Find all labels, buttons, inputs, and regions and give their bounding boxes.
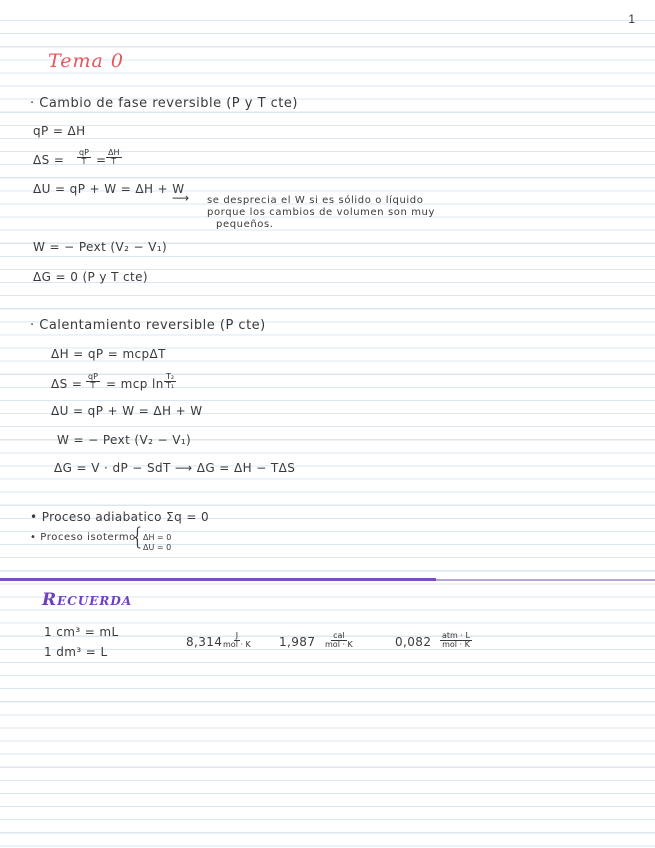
equation-ds2-left: ΔS = — [51, 377, 83, 391]
recuerda-heading: Recuerda — [42, 590, 133, 610]
gas-constant-cal-value: 1,987 — [279, 635, 316, 649]
fraction-numerator: cal — [333, 631, 345, 640]
equation-du: ΔU = qP + W = ΔH + W — [33, 182, 185, 196]
iso-line-2: ΔU = 0 — [143, 543, 172, 552]
fraction-denominator: mol · K — [223, 640, 251, 649]
fraction-denominator: T — [81, 157, 87, 166]
bullet-isothermal: • Proceso isotermo — [30, 532, 136, 543]
fraction-numerator: ΔH — [108, 148, 120, 157]
fraction-numerator: atm · L — [442, 631, 470, 640]
equation-q: qP = ΔH — [33, 124, 86, 138]
fraction-denominator: T — [111, 157, 117, 166]
equation-ds2-fraction-1 — [86, 373, 100, 390]
equation-ds-fraction-1 — [77, 149, 91, 166]
equation-dg2: ΔG = V · dP − SdT ⟶ ΔG = ΔH − TΔS — [54, 461, 296, 475]
fraction-numerator: qP — [79, 148, 89, 157]
conversion-cm3: 1 cm³ = mL — [44, 625, 119, 639]
fraction-denominator: T — [90, 381, 96, 390]
gas-constant-cal-units — [323, 632, 355, 649]
fraction-denominator: T₁ — [166, 381, 175, 390]
section-heading-calentamiento: · Calentamiento reversible (P cte) — [30, 318, 266, 333]
gas-constant-atm-value: 0,082 — [395, 635, 432, 649]
equals-sign: = — [96, 153, 107, 167]
fraction-denominator: mol · K — [442, 640, 470, 649]
equation-dh: ΔH = qP = mcpΔT — [51, 347, 166, 361]
note-line-3: pequeños. — [216, 219, 274, 230]
bullet-adiabatic: • Proceso adiabatico Σq = 0 — [30, 510, 210, 524]
page-title: Tema 0 — [48, 50, 124, 72]
brace-icon: { — [130, 523, 146, 551]
fraction-numerator: qP — [88, 372, 98, 381]
gas-constant-joule-value: 8,314 — [186, 635, 223, 649]
gas-constant-joule-units — [221, 632, 253, 649]
equation-w: W = − Pext (V₂ − V₁) — [33, 240, 168, 254]
arrow-icon: ⟶ — [172, 191, 190, 205]
fraction-numerator: J — [235, 631, 239, 640]
equation-ds2-mid: = mcp ln — [106, 377, 164, 391]
equation-ds2-fraction-2 — [164, 373, 176, 390]
iso-line-1: ΔH = 0 — [143, 533, 172, 542]
equation-dg: ΔG = 0 (P y T cte) — [33, 270, 149, 284]
section-heading-cambio-fase: · Cambio de fase reversible (P y T cte) — [30, 96, 298, 111]
equation-w2: W = − Pext (V₂ − V₁) — [57, 433, 192, 447]
conversion-dm3: 1 dm³ = L — [44, 645, 108, 659]
section-divider — [0, 578, 436, 581]
fraction-denominator: mol · K — [325, 640, 353, 649]
gas-constant-atm-units — [440, 632, 472, 649]
equation-ds-fraction-2 — [106, 149, 122, 166]
note-line-1: se desprecia el W si es sólido o líquido — [207, 195, 424, 206]
equation-du2: ΔU = qP + W = ΔH + W — [51, 404, 203, 418]
fraction-numerator: T₂ — [166, 372, 175, 381]
equation-ds-left: ΔS = — [33, 153, 65, 167]
page-number: 1 — [628, 12, 635, 26]
note-line-2: porque los cambios de volumen son muy — [207, 207, 435, 218]
